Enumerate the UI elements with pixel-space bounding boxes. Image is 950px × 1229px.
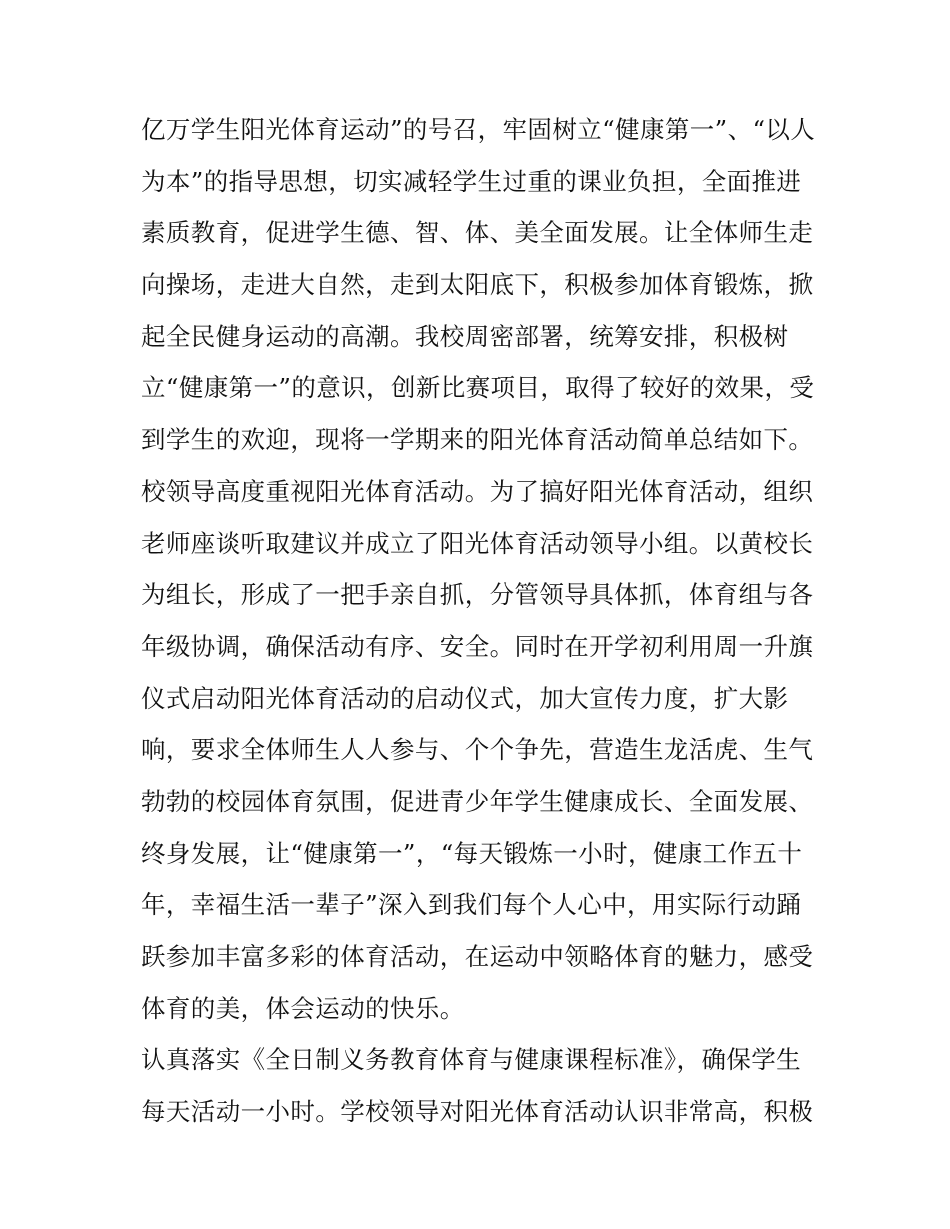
text-line: 体育的美，体会运动的快乐。 (141, 993, 465, 1023)
text-line: 响，要求全体师生人人参与、个个争先，营造生龙活虎、生气 (141, 735, 814, 765)
text-line: 亿万学生阳光体育运动”的号召，牢固树立“健康第一”、“以人 (141, 115, 816, 144)
text-line: 仪式启动阳光体育活动的启动仪式，加大宣传力度，扩大影 (141, 683, 789, 713)
text-line: 为本”的指导思想，切实减轻学生过重的课业负担，全面推进 (141, 166, 802, 196)
text-line: 向操场，走进大自然，走到太阳底下，积极参加体育锻炼，掀 (141, 270, 814, 300)
text-line: 每天活动一小时。学校领导对阳光体育活动认识非常高，积极 (141, 1097, 814, 1127)
text-line: 年，幸福生活一辈子”深入到我们每个人心中，用实际行动踊 (141, 890, 802, 920)
text-line: 到学生的欢迎，现将一学期来的阳光体育活动简单总结如下。 (141, 425, 814, 455)
text-line: 为组长，形成了一把手亲自抓，分管领导具体抓，体育组与各 (141, 580, 814, 610)
text-line: 跃参加丰富多彩的体育活动，在运动中领略体育的魅力，感受 (141, 942, 814, 971)
text-line: 认真落实《全日制义务教育体育与健康课程标准》，确保学生 (141, 1045, 802, 1075)
text-line: 勃勃的校园体育氛围，促进青少年学生健康成长、全面发展、 (141, 786, 814, 816)
text-line: 素质教育，促进学生德、智、体、美全面发展。让全体师生走 (141, 218, 814, 248)
text-line: 年级协调，确保活动有序、安全。同时在开学初利用周一升旗 (141, 631, 814, 661)
text-line: 老师座谈听取建议并成立了阳光体育活动领导小组。以黄校长 (141, 528, 814, 558)
text-line: 立“健康第一”的意识，创新比赛项目，取得了较好的效果，受 (141, 373, 815, 403)
text-line: 校领导高度重视阳光体育活动。为了搞好阳光体育活动，组织 (141, 476, 814, 506)
text-line: 终身发展，让“健康第一”，“每天锻炼一小时，健康工作五十 (141, 838, 803, 868)
text-line: 起全民健身运动的高潮。我校周密部署，统筹安排，积极树 (141, 321, 789, 351)
document-body (141, 104, 831, 1138)
